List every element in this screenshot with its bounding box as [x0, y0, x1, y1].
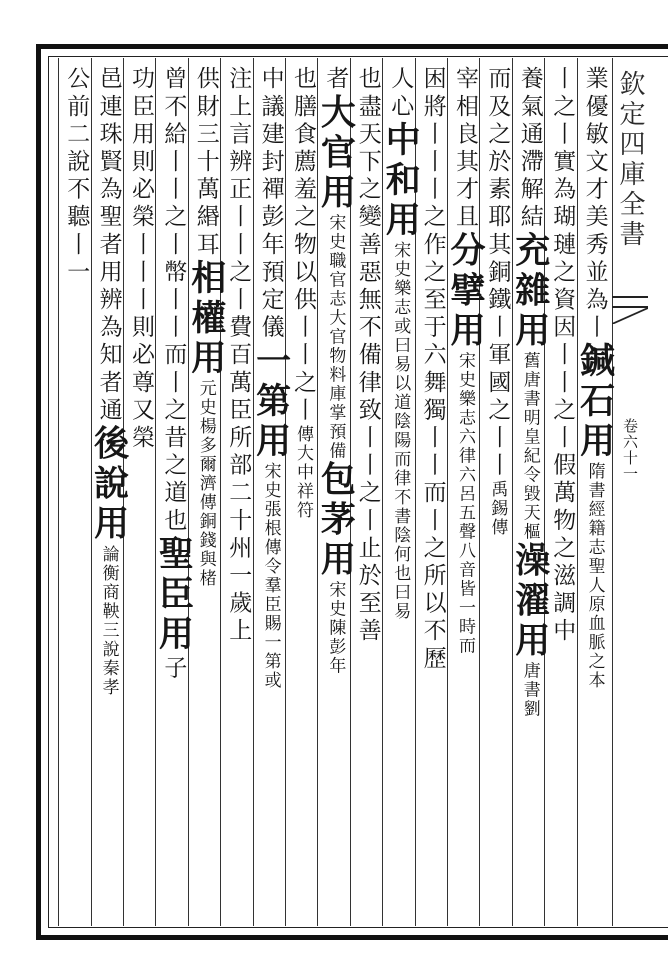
body-text: 人心 — [387, 66, 414, 122]
entry-headword: 一第用 — [250, 342, 292, 462]
body-text: 功臣用則必榮丨丨丨則必尊又榮 — [128, 66, 154, 453]
text-column — [380, 66, 422, 918]
source-citation: 宋史樂志或曰易以道陰陽而律不書陰何也曰易 — [390, 241, 411, 622]
source-citation: 宋史樂志六律六呂五聲八音皆一時而 — [455, 351, 475, 656]
body-text: 也 — [290, 66, 316, 94]
body-text: 盡天下之變善惡無不備律致丨丨之丨止於至善 — [354, 93, 381, 646]
text-column — [153, 66, 195, 918]
entry-headword: 相權用 — [185, 259, 227, 380]
body-text: 而及之於素 — [484, 66, 511, 204]
fishtail-mark — [612, 296, 648, 308]
entry-headword: 澡濯用 — [509, 541, 551, 662]
column-rule — [58, 58, 59, 926]
body-text: 養氣通滯解結 — [516, 66, 543, 232]
entry-headword: 鍼石用 — [574, 342, 616, 462]
text-column — [574, 66, 616, 918]
body-text: 供財三十萬緡耳 — [192, 66, 219, 260]
body-text: 丨之丨實為瑚璉之資 — [549, 66, 576, 315]
book-title: 欽定四庫全書 — [615, 70, 645, 250]
source-citation: 傳大中祥符 — [293, 424, 313, 520]
body-text: 困將丨丨丨之 — [419, 66, 446, 232]
source-citation: 唐書劉 — [519, 661, 540, 719]
source-citation: 隋書經籍志聖人原血脈之本 — [584, 462, 605, 690]
body-text: 宰相良其才且 — [452, 66, 478, 232]
source-citation: 舊唐書明皇紀令毀天樞 — [519, 351, 540, 542]
fishtail-mark-diagonal — [612, 308, 648, 324]
entry-headword: 後說用 — [88, 424, 130, 545]
body-text: 費百萬臣所部二十州一歲上 — [225, 314, 252, 646]
body-text: 子 — [160, 655, 187, 683]
text-column — [88, 66, 130, 918]
text-column — [315, 66, 357, 918]
entry-headword: 中和用 — [380, 121, 422, 242]
body-text: 作之至于六舞獨丨丨而丨之所以不歷 — [419, 231, 446, 674]
entry-headword: 大官用 — [315, 93, 357, 214]
source-citation: 禹錫傳 — [487, 480, 508, 537]
body-text: 邑連珠賢為聖者用辨為知者通 — [95, 66, 122, 425]
body-text: 曾不給丨丨之丨 — [160, 66, 187, 260]
entry-headword: 聖臣用 — [153, 535, 195, 656]
text-column — [545, 66, 579, 918]
text-column — [185, 66, 227, 918]
volume-number: 卷六十一 — [621, 418, 639, 482]
body-text: 也 — [354, 66, 381, 94]
text-column — [445, 66, 486, 918]
entry-headword: 包茅用 — [315, 460, 357, 581]
entry-headword: 充雜用 — [509, 231, 551, 352]
body-text: 耶其銅鐵丨軍國之丨丨 — [484, 204, 511, 480]
source-citation: 元史楊多爾濟傳銅錢與楮 — [195, 379, 216, 589]
body-text: 業優敏文才美秀並為丨 — [581, 66, 608, 342]
body-text: 因丨丨之丨假萬物之滋調中 — [549, 314, 576, 646]
body-text: 公前二說不聽丨一 — [63, 66, 90, 287]
source-citation: 宋史陳彭年 — [325, 580, 346, 676]
source-citation: 論衡商鞅三說秦孝 — [98, 544, 119, 697]
body-text: 者 — [322, 66, 349, 94]
body-text: 中議建封禪彭年預定儀 — [257, 66, 284, 342]
text-column — [480, 66, 514, 918]
body-text: 注上言辨正丨丨之丨 — [225, 66, 252, 315]
text-column — [286, 66, 320, 918]
source-citation: 宋史張根傳令羣臣賜一第或 — [260, 462, 281, 690]
text-column — [250, 66, 292, 918]
entry-headword: 分擘用 — [445, 231, 486, 352]
text-column — [221, 66, 255, 918]
body-text: 幣丨丨而丨之昔之道也 — [160, 259, 187, 536]
text-column — [509, 66, 551, 918]
text-column — [59, 66, 93, 918]
body-text: 膳食薦羞之物以供丨丨之丨 — [290, 93, 316, 425]
source-citation: 宋史職官志大官物料庫掌預備 — [325, 213, 346, 461]
